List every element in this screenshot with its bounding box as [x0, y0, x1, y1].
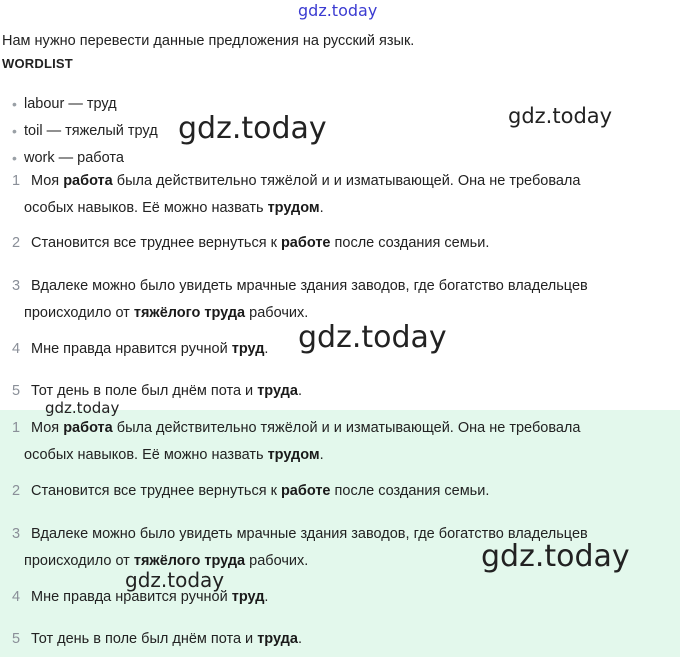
wordlist-item [12, 90, 158, 117]
sentence-2: 2 Становится все труднее вернуться к работе после создания семьи. [12, 478, 672, 505]
highlight-word: трудом [267, 447, 320, 463]
wordlist-item [12, 144, 158, 171]
highlight-word: труда [257, 383, 298, 399]
highlight-word: работе [280, 235, 331, 251]
sentence-1: 1 Моя работа была действительно тяжёлой и и изматывающей. Она не требовала особых навыков. Её можно назвать трудом. [12, 415, 672, 469]
sentence-number: 1 [12, 420, 21, 436]
highlight-word: труда [257, 631, 298, 647]
bullet-icon: • [12, 95, 17, 112]
watermark: gdz.today [508, 104, 613, 128]
sentence-number: 3 [12, 278, 21, 294]
translation-block-highlighted [0, 410, 680, 657]
translation-block [0, 168, 680, 410]
highlight-word: тяжёлого труда [133, 553, 246, 569]
sentence-3: 3 Вдалеке можно было увидеть мрачные здания заводов, где богатство владельцев происходило от тяжёлого труда рабочих. [12, 273, 672, 327]
watermark: gdz.today [125, 568, 225, 592]
watermark: gdz.today [178, 111, 327, 146]
sentence-1: 1 Моя работа была действительно тяжёлой и и изматывающей. Она не требовала особых навыков. Её можно назвать трудом. [12, 168, 672, 222]
sentence-5: 5 Тот день в поле был днём пота и труда. [12, 378, 672, 405]
sentence-2: 2 Становится все труднее вернуться к работе после создания семьи. [12, 230, 672, 257]
wordlist-item-text: toil — тяжелый труд [24, 122, 158, 139]
highlight-word: работе [280, 483, 331, 499]
highlight-word: работа [63, 173, 113, 189]
wordlist-item-text: work — работа [24, 149, 124, 166]
sentence-3: 3 Вдалеке можно было увидеть мрачные здания заводов, где богатство владельцев происходило от тяжёлого труда рабочих. [12, 521, 672, 575]
highlight-word: трудом [267, 200, 320, 216]
sentence-number: 5 [12, 383, 21, 399]
watermark: gdz.today [298, 1, 378, 20]
watermark: gdz.today [45, 399, 120, 417]
watermark: gdz.today [481, 539, 630, 574]
wordlist [12, 90, 158, 171]
wordlist-heading: WORDLIST [2, 56, 73, 71]
bullet-icon: • [12, 122, 17, 139]
sentence-5: 5 Тот день в поле был днём пота и труда. [12, 626, 672, 653]
sentence-number: 4 [12, 589, 21, 605]
bullet-icon: • [12, 149, 17, 166]
sentence-number: 1 [12, 173, 21, 189]
sentence-number: 3 [12, 526, 21, 542]
highlight-word: тяжёлого труда [133, 305, 246, 321]
sentence-number: 2 [12, 235, 21, 251]
watermark: gdz.today [298, 320, 447, 355]
highlight-word: работа [63, 420, 113, 436]
intro-text: Нам нужно перевести данные предложения на русский язык. [2, 33, 415, 49]
highlight-word: труд [231, 589, 265, 605]
highlight-word: труд [231, 341, 265, 357]
wordlist-item [12, 117, 158, 144]
sentence-number: 2 [12, 483, 21, 499]
sentence-number: 4 [12, 341, 21, 357]
sentence-4: 4 Мне правда нравится ручной труд. [12, 584, 672, 611]
sentence-4: 4 Мне правда нравится ручной труд. [12, 336, 672, 363]
sentence-number: 5 [12, 631, 21, 647]
wordlist-item-text: labour — труд [24, 95, 117, 112]
